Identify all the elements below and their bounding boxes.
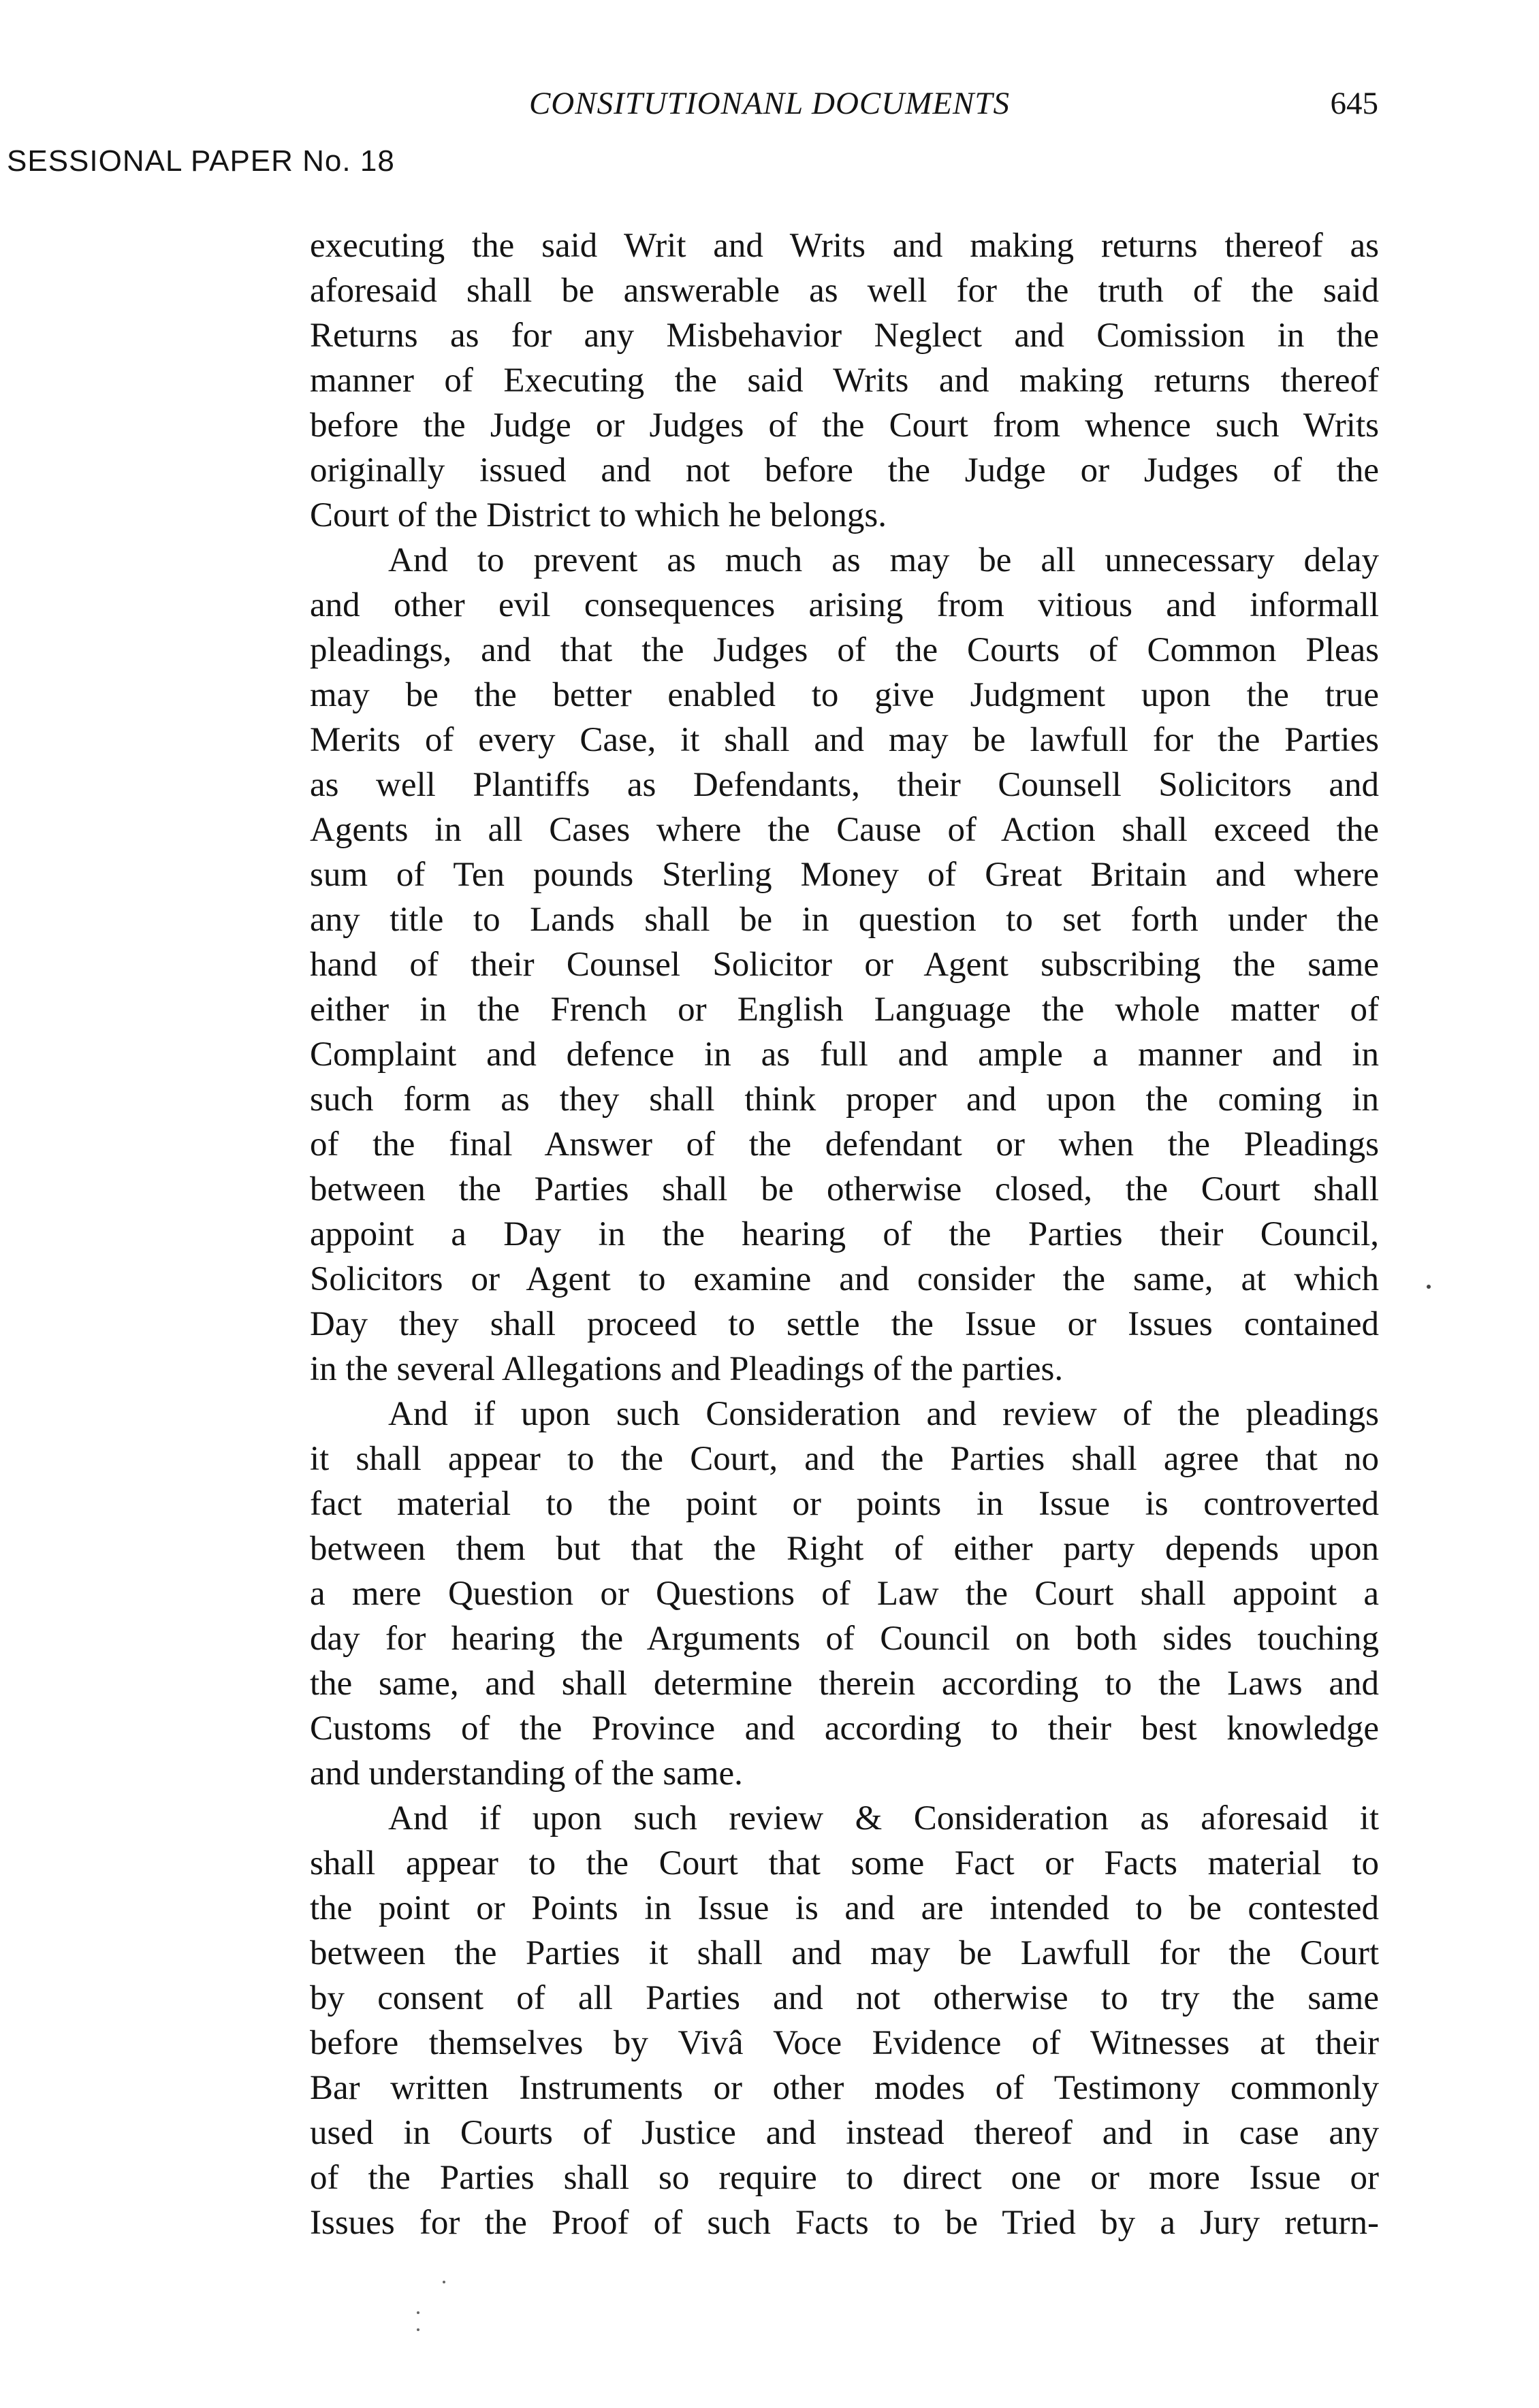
text-line: any title to Lands shall be in question to set forth under the <box>310 901 1379 939</box>
text-line: Complaint and defence in as full and ample a manner and in <box>310 1036 1379 1074</box>
text-line: in the several Allegations and Pleadings of the parties. <box>310 1350 1064 1388</box>
text-line: and understanding of the same. <box>310 1754 743 1793</box>
text-line: a mere Question or Questions of Law the Court shall appoint a <box>310 1575 1379 1613</box>
margin-speck <box>1427 1285 1431 1289</box>
text-line: used in Courts of Justice and instead thereof and in case any <box>310 2114 1379 2152</box>
text-line: either in the French or English Language the whole matter of <box>310 991 1379 1029</box>
text-line: hand of their Counsel Solicitor or Agent subscribing the same <box>310 946 1379 984</box>
text-line: before themselves by Vivâ Voce Evidence of Witnesses at their <box>310 2024 1379 2062</box>
text-line: Merits of every Case, it shall and may be lawfull for the Parties <box>310 721 1379 759</box>
page-number: 645 <box>1330 86 1378 121</box>
sessional-paper-label: SESSIONAL PAPER No. 18 <box>7 144 395 178</box>
text-line: manner of Executing the said Writs and making returns thereof <box>310 362 1379 400</box>
text-line: such form as they shall think proper and upon the coming in <box>310 1080 1379 1119</box>
body-text <box>310 223 1379 2245</box>
text-line: sum of Ten pounds Sterling Money of Great Britain and where <box>310 856 1379 894</box>
text-line: by consent of all Parties and not otherwise to try the same <box>310 1979 1379 2017</box>
text-line: appoint a Day in the hearing of the Parties their Council, <box>310 1215 1379 1253</box>
text-line: Day they shall proceed to settle the Issue or Issues contained <box>310 1305 1379 1343</box>
text-line: Agents in all Cases where the Cause of Action shall exceed the <box>310 811 1379 849</box>
text-line: shall appear to the Court that some Fact or Facts material to <box>310 1844 1379 1882</box>
text-line: and other evil consequences arising from vitious and informall <box>310 586 1379 624</box>
text-line: the point or Points in Issue is and are intended to be contested <box>310 1889 1379 1927</box>
text-line: Returns as for any Misbehavior Neglect and Comission in the <box>310 317 1379 355</box>
text-line: Court of the District to which he belongs. <box>310 496 887 534</box>
paragraph-first-line: And if upon such review & Consideration as aforesaid it <box>388 1799 1379 1837</box>
running-head-title: CONSITUTIONANL DOCUMENTS <box>528 86 1011 121</box>
text-line: it shall appear to the Court, and the Parties shall agree that no <box>310 1440 1379 1478</box>
text-line: Solicitors or Agent to examine and consider the same, at which <box>310 1260 1379 1298</box>
paragraph-first-line: And if upon such Consideration and review of the pleadings <box>388 1395 1379 1433</box>
text-line: Bar written Instruments or other modes of Testimony commonly <box>310 2069 1379 2107</box>
text-line: between them but that the Right of either party depends upon <box>310 1530 1379 1568</box>
scan-speck <box>417 2328 419 2331</box>
text-line: of the Parties shall so require to direct one or more Issue or <box>310 2159 1379 2197</box>
text-line: Customs of the Province and according to their best knowledge <box>310 1709 1379 1748</box>
text-line: as well Plantiffs as Defendants, their Counsell Solicitors and <box>310 766 1379 804</box>
text-line: originally issued and not before the Judge or Judges of the <box>310 451 1379 489</box>
scan-speck <box>443 2281 445 2283</box>
text-line: aforesaid shall be answerable as well for the truth of the said <box>310 272 1379 310</box>
text-line: before the Judge or Judges of the Court from whence such Writs <box>310 406 1379 445</box>
paragraph-first-line: And to prevent as much as may be all unnecessary delay <box>388 541 1379 579</box>
text-line: the same, and shall determine therein according to the Laws and <box>310 1665 1379 1703</box>
text-line: between the Parties it shall and may be Lawfull for the Court <box>310 1934 1379 1972</box>
text-line: may be the better enabled to give Judgment upon the true <box>310 676 1379 714</box>
text-line: executing the said Writ and Writs and making returns thereof as <box>310 227 1379 265</box>
text-line: day for hearing the Arguments of Council on both sides touching <box>310 1620 1379 1658</box>
scan-speck <box>417 2311 419 2314</box>
text-line: of the final Answer of the defendant or when the Pleadings <box>310 1125 1379 1163</box>
text-line: Issues for the Proof of such Facts to be Tried by a Jury return- <box>310 2204 1379 2242</box>
text-line: between the Parties shall be otherwise closed, the Court shall <box>310 1170 1379 1208</box>
text-line: pleadings, and that the Judges of the Courts of Common Pleas <box>310 631 1379 669</box>
text-line: fact material to the point or points in Issue is controverted <box>310 1485 1379 1523</box>
